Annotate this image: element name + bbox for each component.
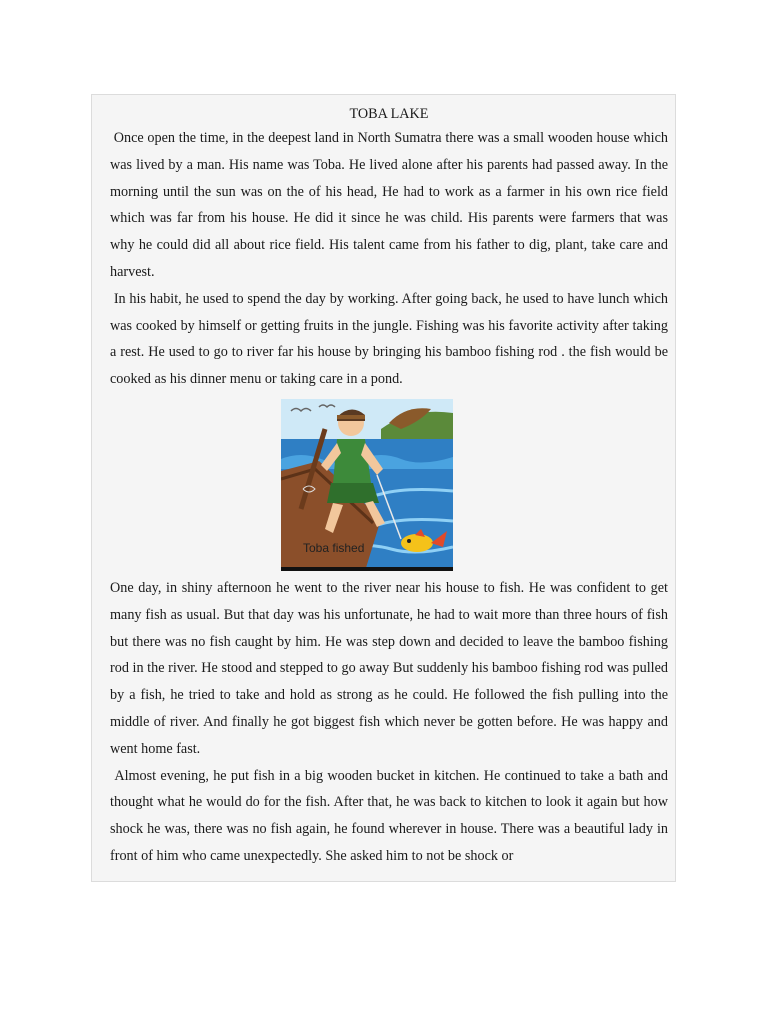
document-page [91,94,676,882]
figure-border [281,567,453,571]
paragraph-evening: Almost evening, he put fish in a big wooden bucket in kitchen. He continued to take a bath and thought what he would do for the fish. After that, he was back to kitchen to look it again but how shock he was, there was no fish again, he found wherever in house. There was a beautiful lady in front of him who came unexpectedly. She asked him to not be shock or [110,767,668,864]
figure-caption: Toba fished [303,540,365,555]
paragraph-intro: Once open the time, in the deepest land in North Sumatra there was a small wooden house which was lived by a man. His name was Toba. He lived alone after his parents had passed away. In the morning until the sun was on the of his head, He had to work as a farmer in his own rice field which was far from his house. He did it since he was child. His parents were farmers that was why he could did all about rice field. His talent came from his father to dig, plant, take care and harvest. [110,130,668,280]
fisherman-illustration [281,399,453,571]
paragraph-fishing-day: One day, in shiny afternoon he went to the river near his house to fish. He was confident to get many fish as usual. But that day was his unfortunate, he had to wait more than three hours of fish but there was no fish caught by him. He was step down and decided to leave the bamboo fishing rod in the river. He stood and stepped to go away But suddenly his bamboo fishing rod was pulled by a fish, he tried to take and hold as strong as he could. He followed the fish pulling into the middle of river. And finally he got biggest fish which never be gotten before. He was happy and went home fast. [110,579,668,757]
document-title: TOBA LAKE [349,106,429,122]
document-body [110,103,668,870]
paragraph-habit: In his habit, he used to spend the day by working. After going back, he used to have lunch which was cooked by himself or getting fruits in the jungle. Fishing was his favorite activity after taking a rest. He used to go to river far his house by bringing his bamboo fishing rod . the fish would be cooked as his dinner menu or taking care in a pond. [110,290,668,388]
